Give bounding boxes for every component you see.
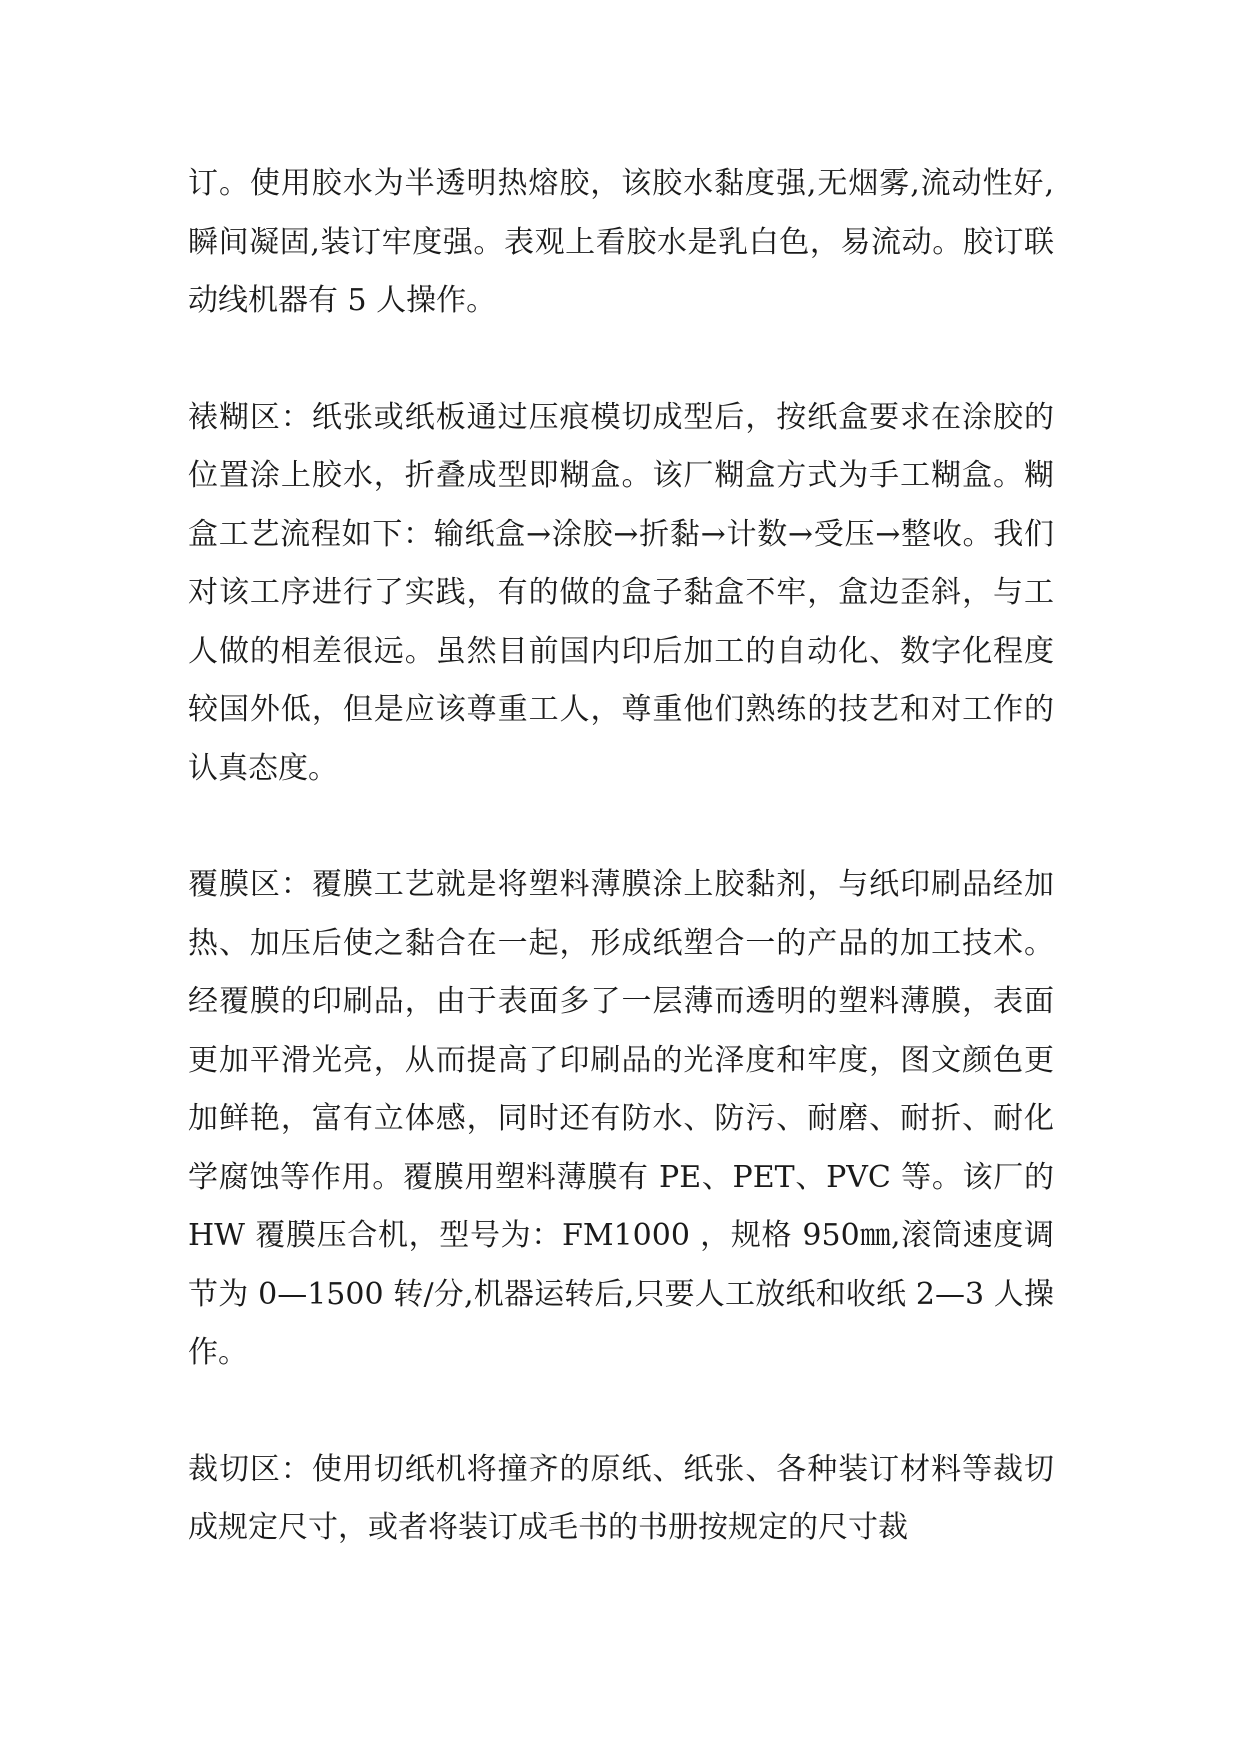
paragraph-cutting-area: 裁切区：使用切纸机将撞齐的原纸、纸张、各种装订材料等裁切成规定尺寸，或者将装订成毛书的书册按规定的尺寸裁	[188, 1451, 1054, 1545]
paragraph-laminating-area: 覆膜区：覆膜工艺就是将塑料薄膜涂上胶黏剂，与纸印刷品经加热、加压后使之黏合在一起，形成纸塑合一的产品的加工技术。经覆膜的印刷品，由于表面多了一层薄而透明的塑料薄膜，表面更加平滑光亮，从而提高了印刷品的光泽度和牢度，图文颜色更加鲜艳，富有立体感，同时还有防水、防污、耐磨、耐折、耐化学腐蚀等作用。覆膜用塑料薄膜有 PE、PET、PVC 等。该厂的 HW 覆膜压合机，型号为：FM1000 ，规格 950㎜,滚筒速度调节为 0—1500 转/分,机器运转后,只要人工放纸和收纸 2—3 人操作。	[188, 867, 1054, 1370]
paragraph-mounting-area: 裱糊区：纸张或纸板通过压痕模切成型后，按纸盒要求在涂胶的位置涂上胶水，折叠成型即糊盒。该厂糊盒方式为手工糊盒。糊盒工艺流程如下：输纸盒→涂胶→折黏→计数→受压→整收。我们对该工序进行了实践，有的做的盒子黏盒不牢，盒边歪斜，与工人做的相差很远。虽然目前国内印后加工的自动化、数字化程度较国外低，但是应该尊重工人，尊重他们熟练的技艺和对工作的认真态度。	[188, 399, 1054, 786]
document-body	[188, 155, 1054, 1616]
paragraph-binding: 订。使用胶水为半透明热熔胶，该胶水黏度强,无烟雾,流动性好,瞬间凝固,装订牢度强。表观上看胶水是乳白色，易流动。胶订联动线机器有 5 人操作。	[188, 166, 1054, 318]
